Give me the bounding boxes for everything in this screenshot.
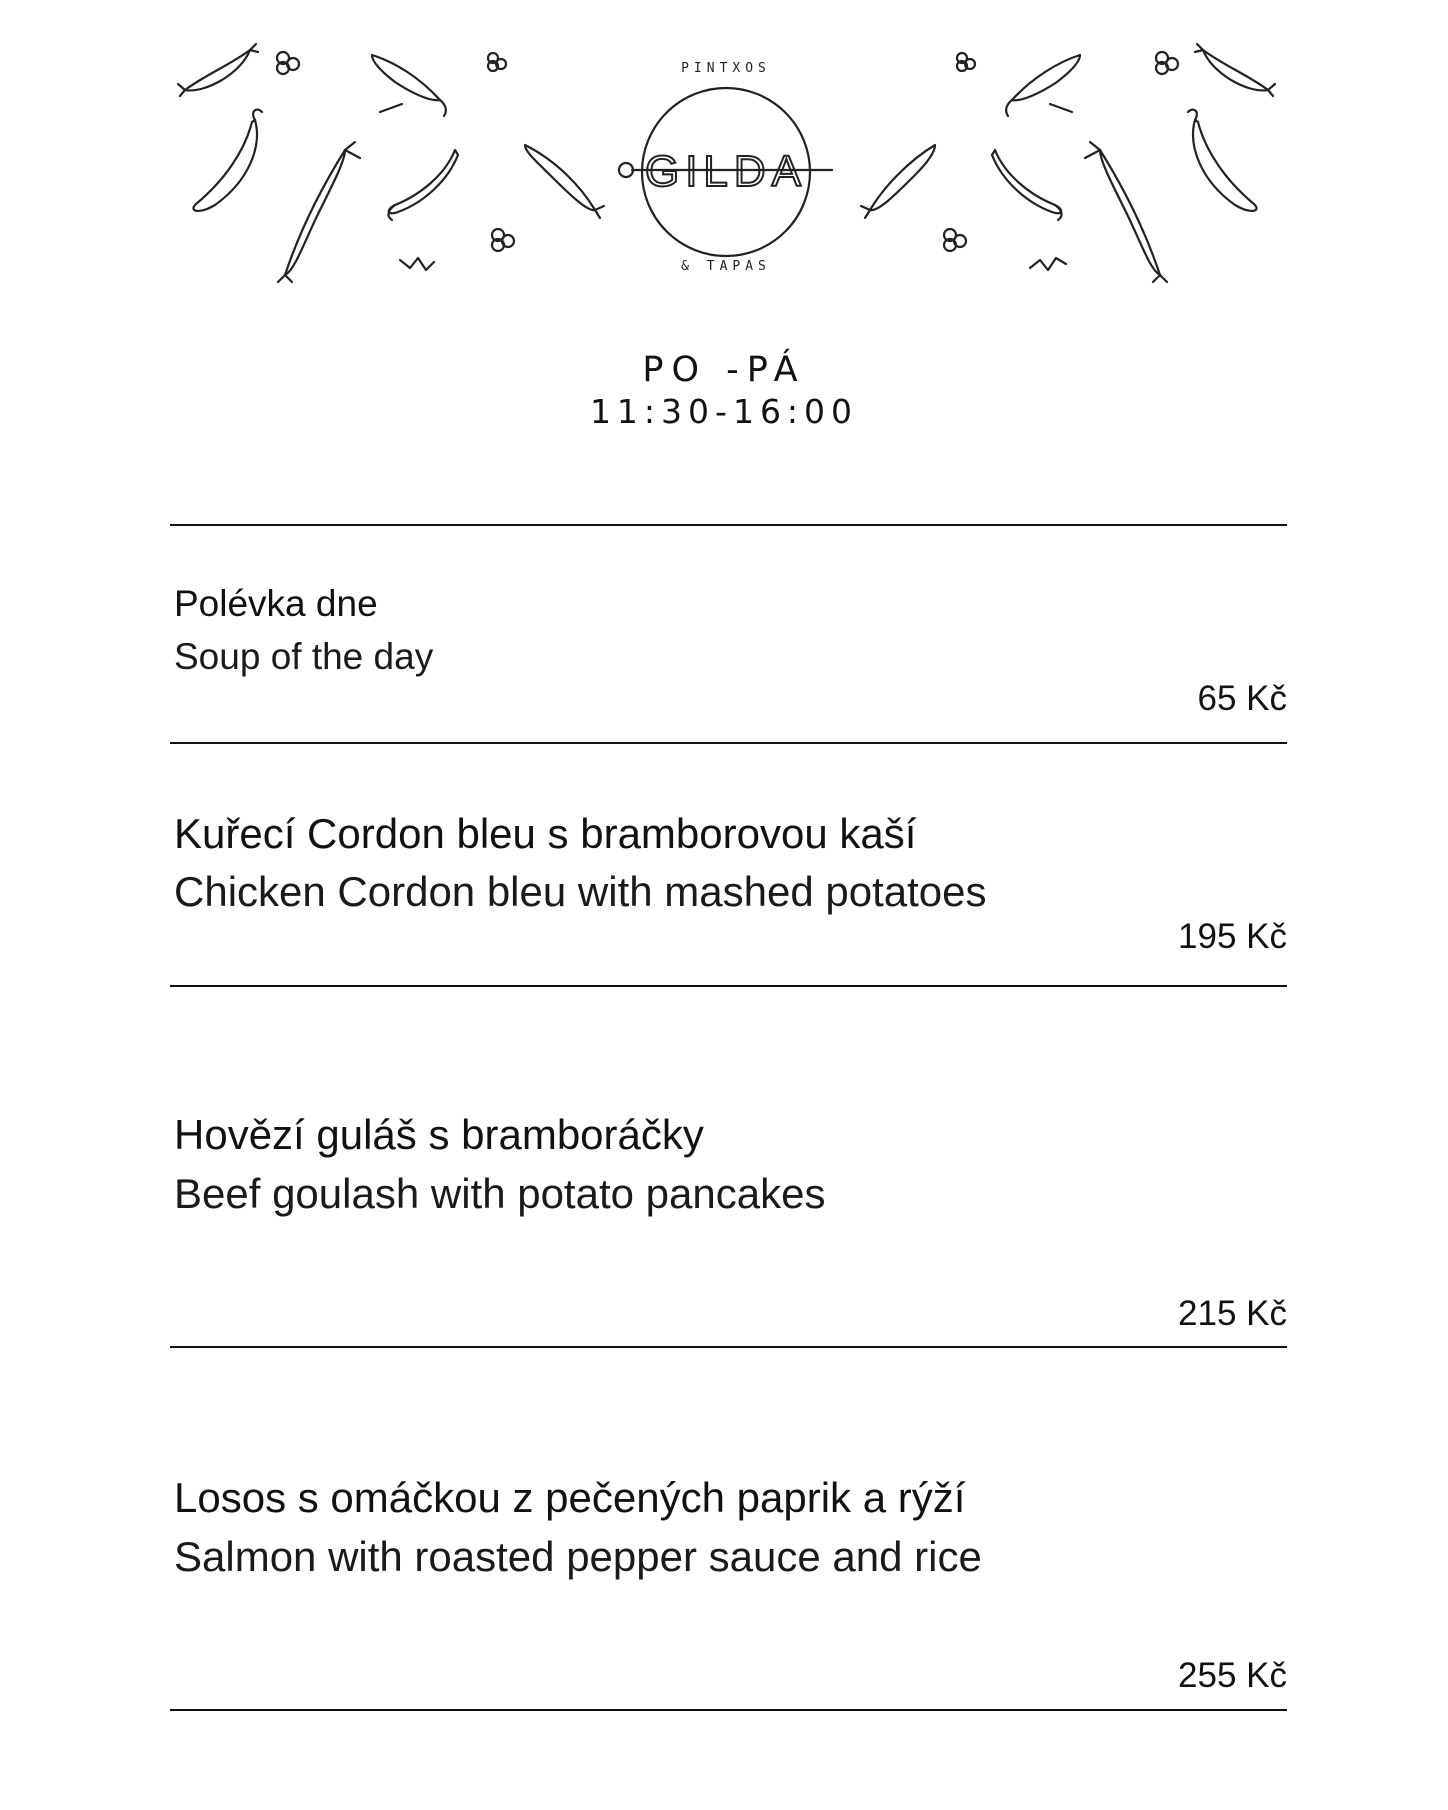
pepper-icon — [992, 150, 1062, 220]
divider — [170, 985, 1287, 987]
pepper-icon — [193, 110, 262, 211]
dish-name-en: Soup of the day — [174, 636, 434, 677]
fish-icon — [1085, 142, 1167, 282]
clover-icon — [277, 52, 299, 74]
fish-icon — [278, 142, 360, 282]
divider — [170, 742, 1287, 744]
fish-icon — [861, 145, 935, 218]
opening-days: PO -PÁ — [642, 350, 806, 390]
dish-name-en: Salmon with roasted pepper sauce and rice — [174, 1533, 982, 1580]
pepper-icon — [1006, 55, 1080, 116]
fish-icon — [1195, 44, 1275, 96]
dish-name-en: Beef goulash with potato pancakes — [174, 1170, 826, 1217]
clover-icon — [944, 229, 966, 251]
header-illustration — [0, 0, 1448, 300]
pepper-icon — [1188, 110, 1257, 211]
dash-icon — [1050, 104, 1072, 112]
divider — [170, 1709, 1287, 1711]
logo-top-text: PINTXOS — [681, 61, 771, 76]
divider — [170, 1346, 1287, 1348]
clover-icon — [488, 53, 506, 71]
pepper-icon — [388, 150, 458, 220]
dash-icon — [380, 104, 402, 112]
zigzag-icon — [400, 258, 434, 270]
dish-name-cz: Losos s omáčkou z pečených paprik a rýží — [174, 1474, 966, 1521]
clover-icon — [492, 229, 514, 251]
dish-name-cz: Hovězí guláš s bramboráčky — [174, 1111, 704, 1158]
dish-price: 255 Kč — [1178, 1656, 1287, 1695]
dish-price: 65 Kč — [1197, 679, 1287, 718]
dish-price: 195 Kč — [1178, 917, 1287, 956]
dish-name-cz: Polévka dne — [174, 583, 378, 624]
divider — [170, 524, 1287, 526]
dish-name-cz: Kuřecí Cordon bleu s bramborovou kaší — [174, 810, 917, 857]
dish-name-en: Chicken Cordon bleu with mashed potatoes — [174, 868, 987, 915]
fish-icon — [178, 44, 258, 96]
fish-icon — [525, 145, 604, 218]
logo-bottom-text: & TAPAS — [681, 259, 771, 274]
clover-icon — [957, 53, 975, 71]
opening-time: 11:30-16:00 — [589, 392, 859, 431]
logo-name: GILDA — [644, 147, 808, 196]
dish-price: 215 Kč — [1178, 1294, 1287, 1333]
zigzag-icon — [1030, 258, 1066, 270]
clover-icon — [1156, 52, 1178, 74]
pepper-icon — [372, 55, 446, 116]
